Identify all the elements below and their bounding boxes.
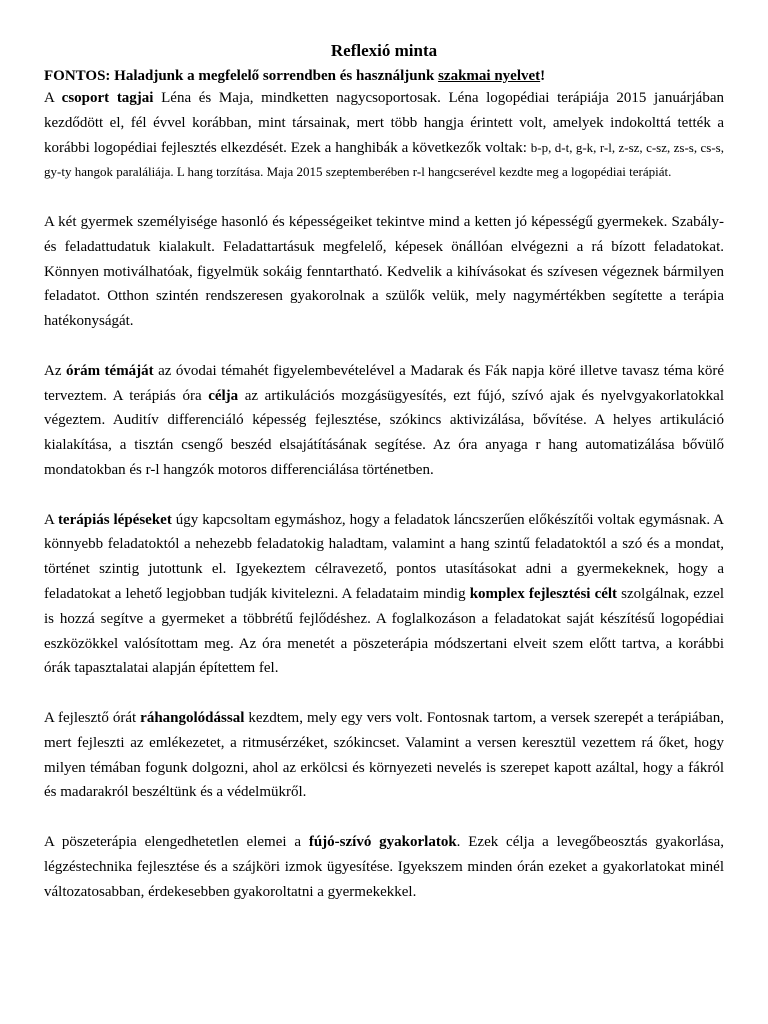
text-run: A pöszeterápia elengedhetetlen elemei a bbox=[44, 833, 309, 850]
small-text-run: b-p, d-t, g-k, r-l, z-sz, c-sz, zs-s, cs-s, gy-ty hangok paraláliája. L hang torzítása. Maja 2015 szeptemberében r-l hangcserével kezdte meg a logopédiai terápiát. bbox=[44, 139, 724, 180]
text-run: A két gyermek személyisége hasonló és képességeiket tekintve mind a ketten jó képességű gyermekek. Szabály- és feladattudatuk kialakult. Feladattartásuk megfelelő, képesek önállóan elvégezni a rá bízott feladatokat. Könnyen motiválhatóak, figyelmük sokáig fenntartható. Kedvelik a kihívásokat és szívesen végeznek bármilyen feladatot. Otthon szintén rendszeresen gyakorolnak a szülők velük, mely nagymértékben segítette a terápia hatékonyságát. bbox=[44, 213, 724, 330]
paragraph-spacer bbox=[44, 483, 724, 508]
bold-run: órám témáját bbox=[65, 362, 154, 379]
text-run: A bbox=[44, 511, 58, 528]
bold-run: komplex fejlesztési célt bbox=[469, 585, 618, 602]
paragraph-spacer bbox=[44, 334, 724, 359]
text-run: Léna és Maja, mindketten nagycsoportosak. Léna logopédiai terápiája 2015 januárjában kezdődött el, fél évvel korábban, mint társainak, mert több hangja érintett volt, amelyek indokolttá tették a korábbi logopédiai fejlesztés elkezdését. Ezek a hanghibák a következők voltak: bbox=[44, 90, 724, 156]
important-note-prefix: FONTOS: Haladjunk a megfelelő sorrendben és használjunk bbox=[44, 68, 439, 84]
important-note-underlined: szakmai nyelvet bbox=[438, 68, 541, 84]
text-run: Az bbox=[44, 362, 66, 379]
bold-run: csoport tagjai bbox=[61, 90, 154, 106]
important-note-suffix: ! bbox=[540, 68, 546, 84]
paragraph-lesson-topic bbox=[44, 359, 724, 483]
paragraph-breathing-exercises bbox=[44, 830, 724, 904]
text-run: . Ezek célja a levegőbeosztás gyakorlása, légzéstechnika fejlesztése és a szájköri izmok ügyesítése. Igyekszem minden órán ezeket a gyakorlatokat minél változatosabban, érdekesebben gyakoroltatni a gyermekekkel. bbox=[44, 833, 725, 900]
paragraph-spacer bbox=[44, 805, 724, 830]
text-run: az óvodai témahét figyelembevételével a Madarak és Fák napja köré illetve tavasz téma köré terveztem. A terápiás óra bbox=[44, 362, 724, 404]
document-title: Reflexió minta bbox=[330, 41, 438, 60]
paragraph-spacer bbox=[44, 185, 724, 210]
paragraph-warmup bbox=[44, 706, 724, 805]
bold-run: fújó-szívó gyakorlatok bbox=[308, 833, 457, 850]
important-note bbox=[44, 66, 724, 86]
paragraph-personality bbox=[44, 210, 724, 334]
text-run: úgy kapcsoltam egymáshoz, hogy a feladatok láncszerűen előkészítői voltak egymásnak. A könnyebb feladatoktól a nehezebb feladatokig haladtam, valamint a hang szintű feladatoktól a szó és a mondat, történet szintig jutottunk el. Igyekeztem célravezető, pontos utasításokat adni a gyermekeknek, hogy a feladatokat a lehető legjobban tudják kivitelezni. A feladataim mindig bbox=[44, 511, 724, 602]
paragraph-spacer bbox=[44, 681, 724, 706]
text-run: A bbox=[44, 90, 62, 106]
text-run: szolgálnak, ezzel is hozzá segítve a gyermeket a többrétű fejlődéshez. A foglalkozáson a feladatokat saját készítésű logopédiai eszközökkel valósítottam meg. Az óra menetét a pöszeterápia módszertani elveit szem előtt tartva, a korábbi órák tapasztalatai alapján építettem fel. bbox=[44, 585, 724, 677]
bold-run: célja bbox=[208, 387, 239, 404]
text-run: A fejlesztő órát bbox=[44, 709, 141, 726]
bold-run: terápiás lépéseket bbox=[57, 511, 172, 528]
bold-run: ráhangolódással bbox=[140, 709, 245, 726]
text-run: az artikulációs mozgásügyesítés, ezt fújó, szívó ajak és nyelvgyakorlatokkal végeztem. Auditív differenciáló képesség fejlesztése, szókincs aktivizálása, bővítése. A helyes artikuláció kialakítása, a tisztán csengő beszéd elsajátításának segítése. Az óra anyaga r hang automatizálása bővülő mondatokban és r-l hangzók motoros differenciálása történetben. bbox=[44, 387, 724, 478]
text-run: kezdtem, mely egy vers volt. Fontosnak tartom, a versek szerepét a terápiában, mert fejleszti az emlékezetet, a ritmusérzéket, szókincset. Valamint a versen keresztül vezettem rá őket, hogy milyen témában fogunk dolgozni, ahol az erkölcsi és környezeti nevelés is szerepet kapott azáltal, hogy a fákról és madarakról beszéltünk és a védelmükről. bbox=[44, 709, 724, 801]
paragraph-group-members bbox=[44, 86, 724, 185]
paragraph-therapy-steps bbox=[44, 508, 724, 682]
